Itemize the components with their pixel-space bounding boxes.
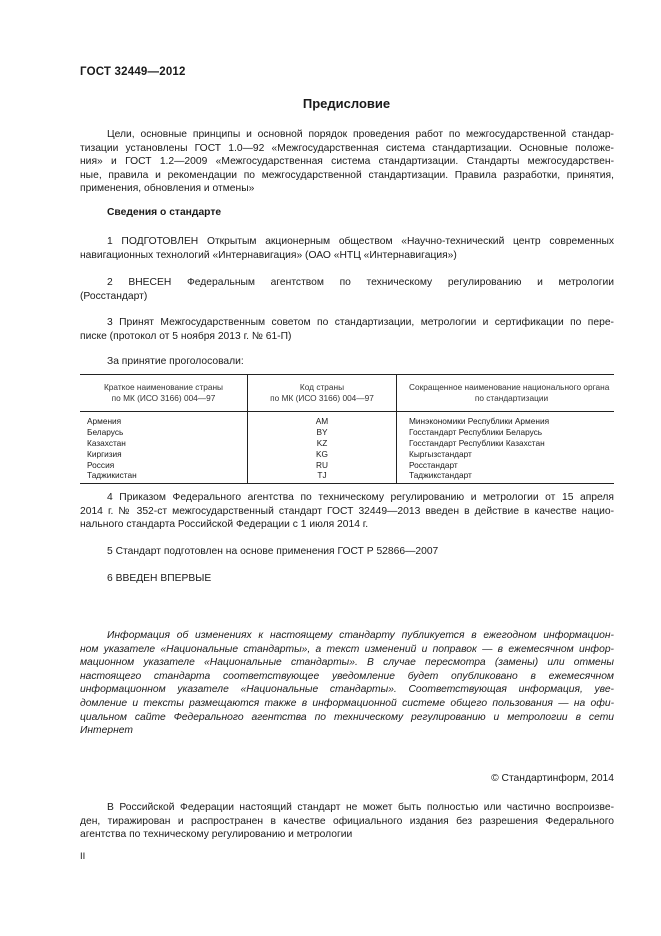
text-line: навигационных технологий «Интернавигация» (ОАО «НТЦ «Интернавигация») (80, 249, 457, 261)
table-cell: Минэкономики Республики Армения (409, 416, 550, 426)
notice-paragraph (80, 629, 614, 738)
text-line: настоящего стандарта соответствующее уведомление будет опубликовано в ежемесячном (80, 670, 614, 682)
table-cell: Таджикстандарт (409, 470, 472, 481)
table-header-row (80, 375, 614, 412)
text-line: 3 Принят Межгосударственным советом по стандартизации, метрологии и сертификации по пере- (107, 317, 614, 328)
countries-table (80, 374, 614, 484)
table-cell: Таджикистан (87, 470, 137, 481)
text-line: писке (протокол от 5 ноября 2013 г. № 61-П) (80, 330, 292, 342)
table-cell: TJ (317, 470, 327, 481)
page-number: II (80, 851, 86, 862)
text-line: (Росстандарт) (80, 290, 148, 302)
text-line: применения, обновления и отмены» (80, 183, 255, 195)
item-2-paragraph (80, 276, 614, 303)
text-line: ном указателе «Национальные стандарты», а текст изменений и поправок — в ежемесячном инфор- (80, 643, 614, 655)
table-cell: Кыргызстандарт (409, 448, 472, 459)
table-cell: Армения (87, 416, 122, 426)
text-line: мационном указателе «Национальные стандарты». В случае пересмотра (замены) или отмены (80, 657, 614, 669)
page-title: Предисловие (302, 96, 391, 111)
table-cell: Россия (87, 459, 115, 470)
text-line: информационном указателе «Национальные стандарты». Соответствующая информация, уве- (80, 684, 614, 696)
text-line: Интернет (80, 725, 133, 737)
text-line: 2014 г. № 352-ст межгосударственный стандарт ГОСТ 32449—2013 введен в действие в качестве нацио- (80, 505, 614, 517)
rights-paragraph (80, 801, 614, 842)
country-codes-cell (248, 412, 397, 484)
text-line: ные, правила и рекомендации по межгосударственной стандартизации. Правила разработки, принятия, (80, 169, 614, 181)
text-line: домление и тексты размещаются также в информационной системе общего пользования — на офи- (80, 697, 614, 709)
intro-paragraph (80, 128, 614, 196)
item-6-paragraph: 6 ВВЕДЕН ВПЕРВЫЕ (107, 573, 212, 584)
table-cell: KG (316, 448, 328, 459)
item-4-paragraph (80, 491, 614, 532)
text-line: Информация об изменениях к настоящему стандарту публикуется в ежегодном информацион- (107, 630, 614, 641)
column-header-country: Краткое наименование страны по МК (ИСО 3166) 004—97 (80, 375, 248, 412)
table-cell: Госстандарт Республики Беларусь (409, 426, 543, 437)
copyright-line: © Стандартинформ, 2014 (491, 773, 614, 784)
voted-label: За принятие проголосовали: (107, 356, 244, 367)
text-line: 4 Приказом Федерального агентства по техническому регулированию и метрологии от 15 апреля (107, 492, 614, 503)
table-cell: AM (315, 416, 329, 426)
document-header: ГОСТ 32449—2012 (80, 66, 186, 78)
text-line: ния» и ГОСТ 1.2—2009 «Межгосударственная система стандартизации. Стандарты межгосударствен- (80, 156, 614, 168)
item-3-paragraph (80, 316, 614, 343)
table-cell: Росстандарт (409, 459, 458, 470)
item-1-paragraph (80, 235, 614, 262)
section-heading: Сведения о стандарте (107, 207, 222, 218)
text-line: циальном сайте Федерального агентства по техническому регулированию и метрологии в сети (80, 711, 614, 723)
text-line: агентства по техническому регулированию и метрологии (80, 829, 353, 841)
authorities-cell (397, 412, 615, 484)
text-line: В Российской Федерации настоящий стандарт не может быть полностью или частично воспроизве- (107, 802, 614, 813)
table-cell: Госстандарт Республики Казахстан (409, 437, 545, 448)
table-cell: RU (316, 459, 328, 470)
table-cell: KZ (316, 437, 328, 448)
table-body-row (80, 412, 614, 484)
column-header-authority: Сокращенное наименование национального органа по стандартизации (397, 375, 615, 412)
column-header-code: Код страны по МК (ИСО 3166) 004—97 (248, 375, 397, 412)
text-line: 1 ПОДГОТОВЛЕН Открытым акционерным обществом «Научно-технический центр современных (107, 236, 614, 247)
country-names-cell (80, 412, 248, 484)
table-cell: Беларусь (87, 426, 124, 437)
text-line: Цели, основные принципы и основной порядок проведения работ по межгосударственной стандар- (107, 129, 614, 140)
text-line: ден, тиражирован и распространен в качестве официального издания без разрешения Федерального (80, 815, 614, 827)
text-line: 2 ВНЕСЕН Федеральным агентством по техническому регулированию и метрологии (107, 277, 614, 288)
text-line: нального стандарта Российской Федерации с 1 июля 2014 г. (80, 519, 369, 531)
text-line: тизации установлены ГОСТ 1.0—92 «Межгосударственная система стандартизации. Основные положе- (80, 142, 614, 154)
table-cell: Казахстан (87, 437, 126, 448)
item-5-paragraph: 5 Стандарт подготовлен на основе применения ГОСТ Р 52866—2007 (107, 546, 439, 557)
table-cell: Киргизия (87, 448, 122, 459)
table-cell: BY (316, 426, 328, 437)
